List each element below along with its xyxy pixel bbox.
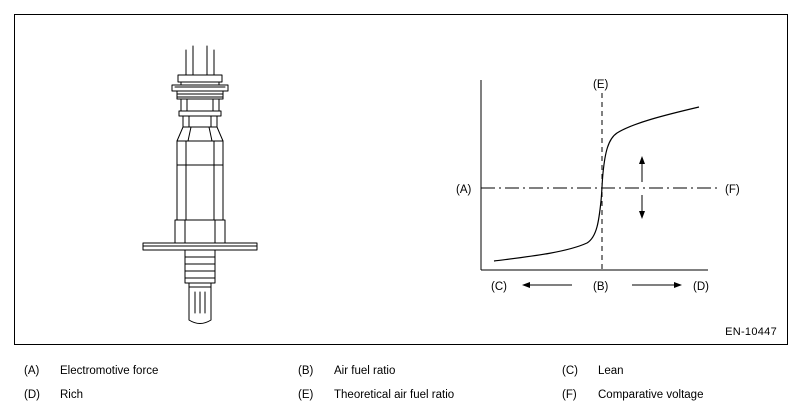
legend-row bbox=[14, 388, 788, 410]
oxygen-sensor-output-graph bbox=[481, 80, 718, 288]
legend-key-b: (B) bbox=[298, 365, 314, 377]
legend-text-a: Electromotive force bbox=[60, 365, 159, 377]
legend-text-b: Air fuel ratio bbox=[334, 365, 396, 377]
graph-marker-e-label: (E) bbox=[593, 79, 609, 91]
graph-marker-d-label: (D) bbox=[693, 281, 709, 293]
legend-key-f: (F) bbox=[562, 389, 577, 401]
graph-marker-a-label: (A) bbox=[456, 184, 472, 196]
legend-key-c: (C) bbox=[562, 365, 578, 377]
figure-graphics bbox=[15, 15, 787, 344]
oxygen-sensor-illustration bbox=[143, 46, 257, 324]
legend-text-d: Rich bbox=[60, 389, 84, 401]
figure-code-label: EN-10447 bbox=[725, 326, 777, 338]
graph-marker-c-label: (C) bbox=[491, 281, 507, 293]
figure-panel bbox=[14, 14, 788, 345]
legend-text-f: Comparative voltage bbox=[598, 389, 704, 401]
legend-key-d: (D) bbox=[24, 389, 40, 401]
legend-text-c: Lean bbox=[598, 365, 624, 377]
graph-marker-b-label: (B) bbox=[593, 281, 609, 293]
legend bbox=[14, 356, 788, 404]
legend-text-e: Theoretical air fuel ratio bbox=[334, 389, 455, 401]
output-curve bbox=[494, 107, 699, 261]
legend-key-a: (A) bbox=[24, 365, 40, 377]
graph-marker-f-label: (F) bbox=[725, 184, 740, 196]
legend-key-e: (E) bbox=[298, 389, 314, 401]
legend-row bbox=[14, 364, 788, 386]
